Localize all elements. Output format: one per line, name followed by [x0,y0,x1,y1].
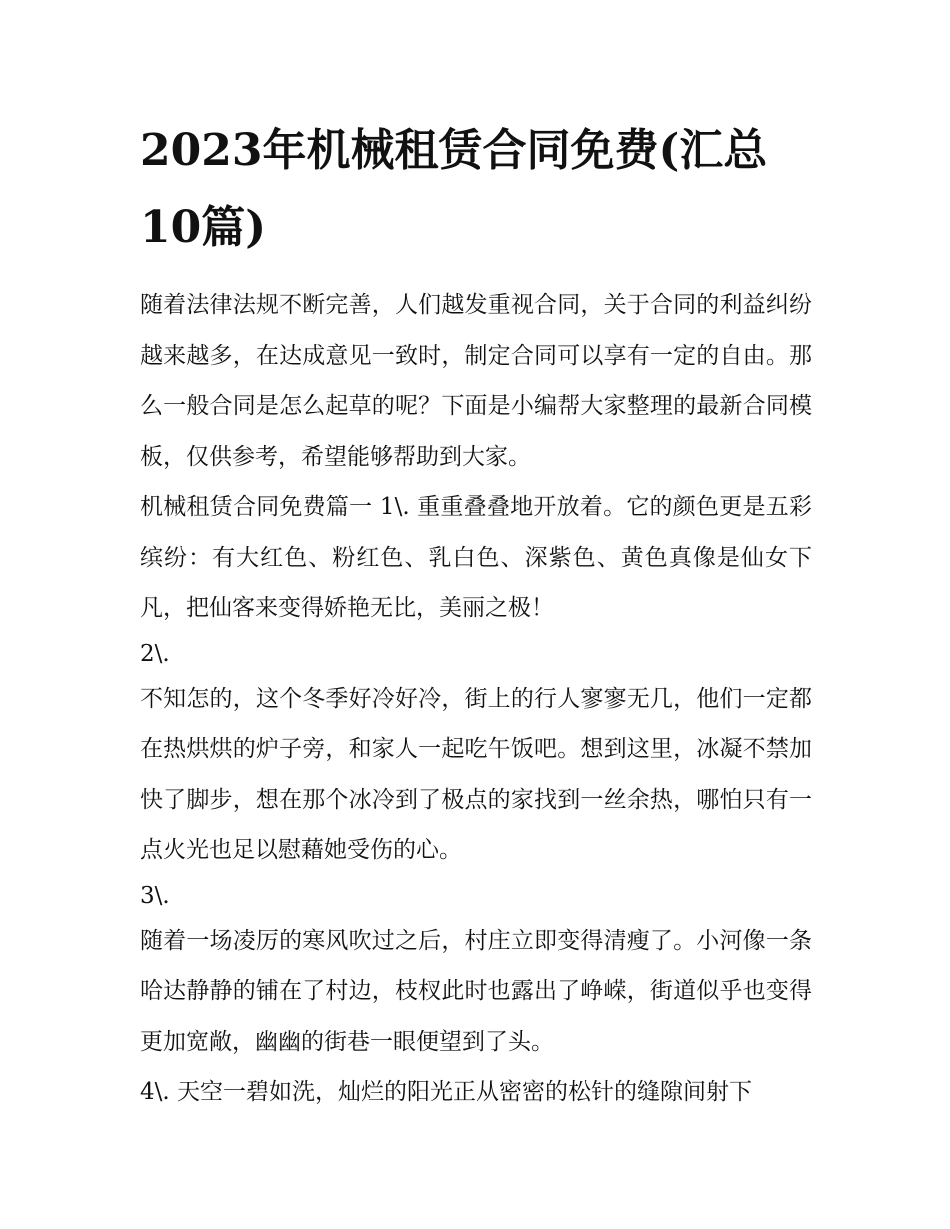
document-body [140,112,812,1118]
item-number-3: 3\. [140,882,170,909]
item-4-paragraph: 4\. 天空一碧如洗，灿烂的阳光正从密密的松针的缝隙间射下 [140,1079,753,1105]
item-3-paragraph: 随着一场凌厉的寒风吹过之后，村庄立即变得清瘦了。小河像一条哈达静静的铺在了村边，枝杈此时也露出了峥嵘，街道似乎也变得更加宽敞，幽幽的街巷一眼便望到了头。 [140,927,812,1055]
item-number-2: 2\. [140,640,170,667]
item-2-paragraph: 不知怎的，这个冬季好冷好冷，街上的行人寥寥无几，他们一定都在热烘烘的炉子旁，和家人一起吃午饭吧。想到这里，冰凝不禁加快了脚步，想在那个冰冷到了极点的家找到一丝余热，哪怕只有一点火光也足以慰藉她受伤的心。 [140,685,812,863]
section-one-paragraph: 机械租赁合同免费篇一 1\. 重重叠叠地开放着。它的颜色更是五彩缤纷：有大红色、粉红色、乳白色、深紫色、黄色真像是仙女下凡，把仙客来变得娇艳无比，美丽之极！ [140,494,812,621]
intro-paragraph: 随着法律法规不断完善，人们越发重视合同，关于合同的利益纠纷越来越多，在达成意见一致时，制定合同可以享有一定的自由。那么一般合同是怎么起草的呢？下面是小编帮大家整理的最新合同模板，仅供参考，希望能够帮助到大家。 [140,292,812,470]
document-title: 2023年机械租赁合同免费(汇总10篇) [140,125,768,253]
